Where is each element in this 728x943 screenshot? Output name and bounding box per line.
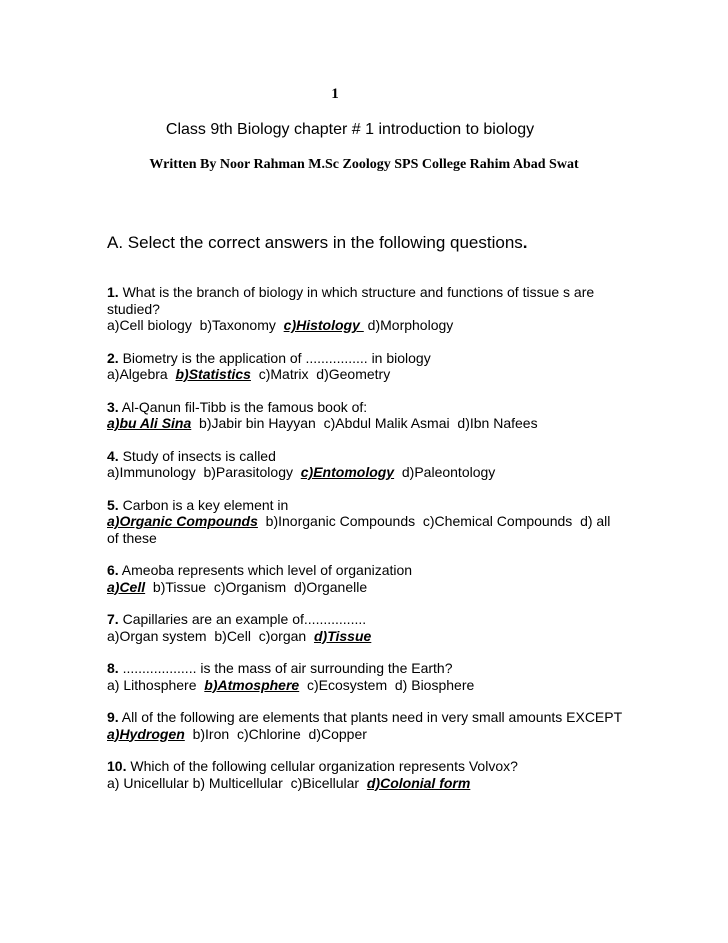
- question-stem: [107, 284, 632, 317]
- correct-option: d)Colonial form: [366, 774, 471, 791]
- answer-option: c)Abdul Malik Asmai: [323, 415, 458, 431]
- correct-option: b)Statistics: [175, 366, 251, 382]
- options-line: [107, 726, 632, 743]
- question-item: [107, 660, 632, 693]
- question-text: Study of insects is called: [118, 447, 276, 464]
- correct-option: a)Organic Compounds: [107, 513, 258, 529]
- answer-option: c)Bicellular: [290, 774, 367, 791]
- answer-option: a) Lithosphere: [107, 676, 205, 693]
- options-line: [107, 579, 632, 596]
- section-heading-text: A. Select the correct answers in the following questions: [107, 233, 523, 252]
- answer-option: b)Taxonomy: [199, 317, 284, 333]
- answer-option: c)Chlorine: [236, 725, 309, 742]
- question-item: [107, 284, 632, 334]
- options-line: [107, 366, 632, 383]
- question-stem: [107, 350, 632, 367]
- answer-option: b)Inorganic Compounds: [257, 513, 423, 529]
- answer-option: b) Multicellular: [192, 774, 291, 791]
- answer-option: b)Jabir bin Hayyan: [191, 415, 324, 431]
- correct-option: a)bu Ali Sina: [107, 415, 192, 431]
- question-number: 7.: [107, 611, 119, 627]
- question-item: [107, 399, 632, 432]
- answer-option: c)Ecosystem: [299, 676, 395, 693]
- options-line: [107, 464, 632, 481]
- answer-option: of these: [107, 529, 157, 546]
- answer-option: a)Cell biology: [107, 317, 200, 333]
- answer-option: b)Parasitology: [203, 464, 301, 480]
- answer-option: c)Matrix: [250, 366, 317, 382]
- question-stem: [107, 562, 632, 579]
- question-text: Al-Qanun fil-Tibb is the famous book of:: [118, 398, 368, 415]
- question-stem: [107, 660, 632, 677]
- question-number: 8.: [107, 660, 119, 676]
- author-line: Written By Noor Rahman M.Sc Zoology SPS College Rahim Abad Swat: [149, 157, 579, 172]
- question-text: All of the following are elements that plants need in very small amounts EXCEPT: [118, 709, 623, 725]
- answer-option: d)Ibn Nafees: [457, 415, 538, 431]
- question-number: 6.: [107, 562, 119, 578]
- section-heading: [107, 233, 528, 253]
- question-number: 10.: [107, 758, 127, 774]
- question-stem: [107, 399, 632, 416]
- answer-option: d) all: [580, 513, 611, 529]
- answer-option: b)Tissue: [145, 578, 214, 595]
- options-line: [107, 775, 632, 792]
- correct-option: d)Tissue: [313, 627, 372, 644]
- question-number: 1.: [107, 284, 119, 300]
- answer-option: c)Chemical Compounds: [422, 513, 581, 529]
- answer-option: a)Immunology: [107, 464, 204, 480]
- question-text: What is the branch of biology in which structure and functions of tissue s are studied?: [107, 284, 595, 317]
- options-line: [107, 415, 632, 432]
- options-line: [107, 513, 632, 530]
- answer-option: d)Copper: [308, 725, 367, 742]
- options-line: [107, 677, 632, 694]
- document-title: Class 9th Biology chapter # 1 introduction to biology: [165, 121, 535, 138]
- answer-option: b)Cell: [214, 627, 259, 644]
- answer-option: d)Geometry: [316, 366, 391, 382]
- options-line: [107, 530, 632, 547]
- answer-option: a) Unicellular: [107, 774, 193, 791]
- options-line: [107, 317, 632, 334]
- question-number: 3.: [107, 398, 119, 415]
- section-heading-period: .: [522, 233, 528, 252]
- correct-option: b)Atmosphere: [204, 676, 300, 693]
- question-stem: [107, 497, 632, 514]
- question-item: [107, 562, 632, 595]
- question-stem: [107, 448, 632, 465]
- correct-option: a)Cell: [107, 578, 146, 595]
- question-text: Biometry is the application of ................ in biology: [118, 349, 431, 366]
- answer-option: c)organ: [258, 627, 314, 644]
- answer-option: b)Iron: [184, 725, 237, 742]
- question-number: 2.: [107, 349, 119, 366]
- question-stem: [107, 758, 632, 775]
- correct-option: a)Hydrogen: [107, 725, 185, 742]
- page-number: 1: [331, 86, 339, 102]
- question-item: [107, 497, 632, 547]
- question-text: Capillaries are an example of................: [118, 611, 367, 627]
- question-number: 4.: [107, 447, 119, 464]
- question-number: 9.: [107, 709, 119, 725]
- question-item: [107, 350, 632, 383]
- question-number: 5.: [107, 496, 119, 513]
- question-stem: [107, 611, 632, 628]
- correct-option: c)Histology: [283, 317, 364, 333]
- options-line: [107, 628, 632, 645]
- question-item: [107, 758, 632, 791]
- answer-option: d)Organelle: [293, 578, 368, 595]
- question-text: ................... is the mass of air surrounding the Earth?: [118, 660, 453, 676]
- answer-option: a)Organ system: [107, 627, 215, 644]
- answer-option: a)Algebra: [107, 366, 176, 382]
- answer-option: d)Morphology: [363, 317, 454, 333]
- question-text: Which of the following cellular organization represents Volvox?: [126, 758, 518, 774]
- question-text: Ameoba represents which level of organization: [118, 562, 413, 578]
- answer-option: d)Paleontology: [394, 464, 496, 480]
- question-item: [107, 448, 632, 481]
- question-text: Carbon is a key element in: [118, 496, 289, 513]
- question-item: [107, 709, 632, 742]
- question-item: [107, 611, 632, 644]
- question-list: [107, 284, 632, 807]
- answer-option: c)Organism: [213, 578, 294, 595]
- correct-option: c)Entomology: [300, 464, 395, 480]
- question-stem: [107, 709, 632, 726]
- answer-option: d) Biosphere: [394, 676, 475, 693]
